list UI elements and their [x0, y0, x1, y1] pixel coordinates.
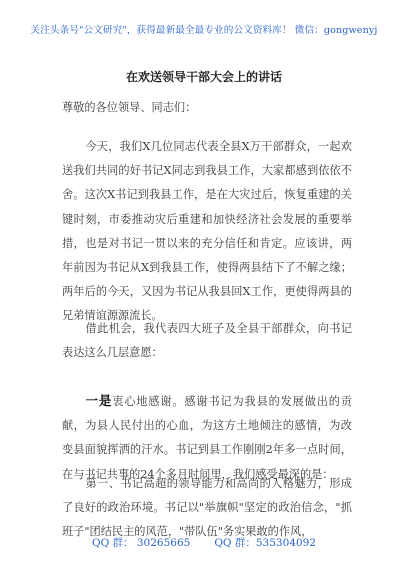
paragraph-4: 第一、书记高超的领导能力和高尚的人格魅力，形成了良好的政治环境。书记以"举旗帜"坚定的政治信念，"抓班子"团结民主的风范，"带队伍"务实果敢的作风，: [62, 477, 352, 539]
paragraph-3-body: 衷心地感谢。感谢书记为我县的发展做出的贡献，为县人民付出的心血，为这方土地倾注的感情，为改变县面貌挥洒的汗水。书记到县工作刚刚2年多一点时间，在与书记共事的24个多月时间里，我们感受最深的是：: [62, 395, 352, 481]
header-note: 关注头条号"公文研究"，获得最新最全最专业的公文资料库！ 微信：gongwenyj: [30, 25, 378, 36]
footer-qq-group-2: QQ 群：535304092: [214, 537, 317, 549]
footer-qq-group-1: QQ 群： 30265665: [91, 537, 191, 549]
document-title: 在欢送领导干部大会上的讲话: [125, 70, 282, 84]
paragraph-2: 借此机会，我代表四大班子及全县干部群众，向书记表达这么几层意愿：: [62, 322, 352, 360]
paragraph-3-lead: 一是: [85, 393, 113, 408]
paragraph-1: 今天，我们X几位同志代表全县X万干部群众，一起欢送我们共同的好书记X同志到我县工作，大家都感到依依不舍。这次X书记到我县工作，是在大灾过后，恢复重建的关键时刻，市委推动灾后重建和加快经济社会发展的重要举措，也是对书记一贯以来的充分信任和肯定。应该讲，两年前因为书记从X到我县工作，使得两县结下了不解之缘；两年后的今天，又因为书记从我县回X工作，更使得两县的兄弟情谊源源流长。: [62, 140, 352, 323]
salutation: 尊敬的各位领导、同志们：: [62, 101, 197, 114]
footer-contacts: [0, 535, 408, 550]
